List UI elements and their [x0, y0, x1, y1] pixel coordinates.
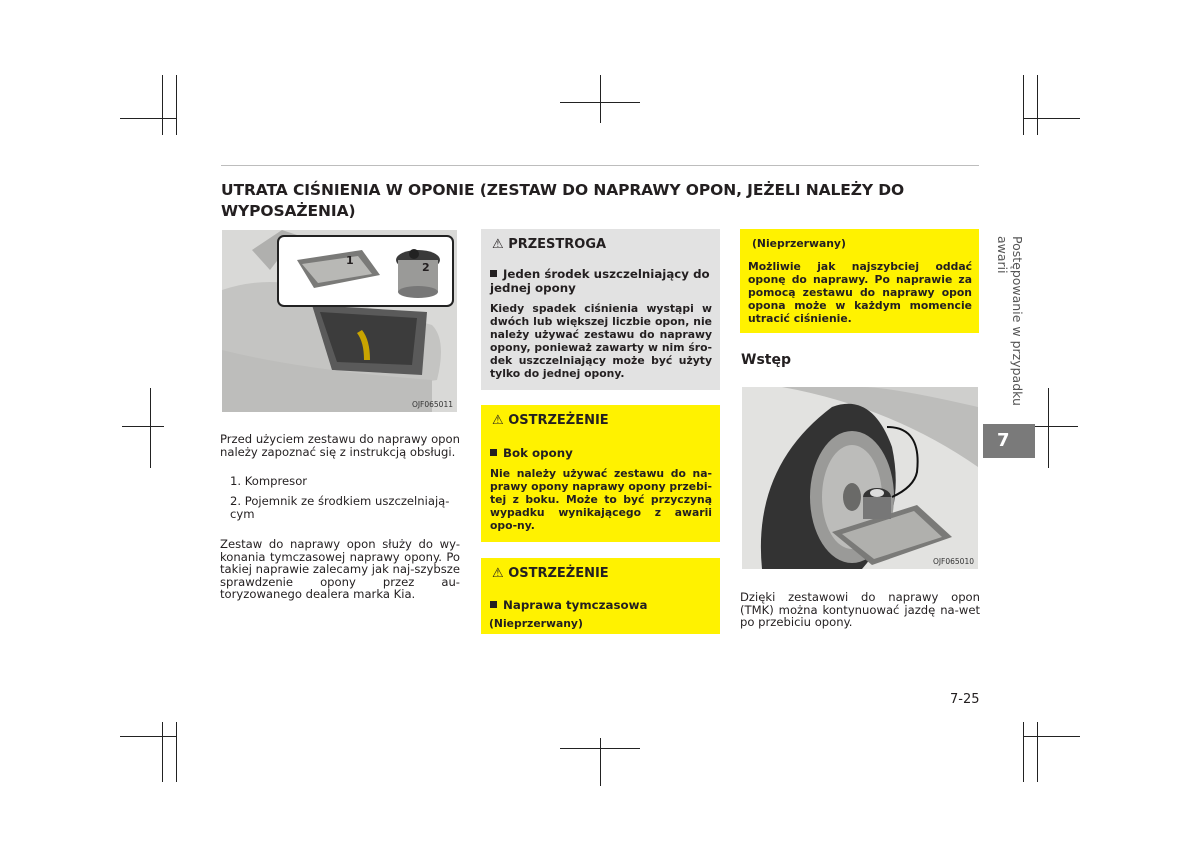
crop-mark — [1037, 722, 1038, 782]
caution-subheading: Jeden środek uszczelniający do jednej opony — [490, 267, 710, 295]
caution-text: Kiedy spadek ciśnienia wystąpi w dwóch lub większej liczbie opon, nie należy używać zestawu do naprawy opony, ponieważ zawarty w nim śro-dek uszczelniający może być użyty tylko do jednej opony. — [490, 302, 712, 380]
warning-text: Nie należy używać zestawu do na-prawy opony naprawy opony przebi-tej z boku. Może to być przyczyną wypadku wynikającego z awarii opo-ny. — [490, 467, 712, 532]
square-bullet-icon — [490, 270, 497, 277]
warning-triangle-icon: ⚠ — [492, 237, 504, 252]
square-bullet-icon — [490, 449, 497, 456]
warning-text: Możliwie jak najszybciej oddać oponę do naprawy. Po naprawie za pomocą zestawu do naprawy opon opona może w każdym momencie utracić ciśnienie. — [748, 260, 972, 325]
warning-continued-box — [740, 229, 979, 333]
crop-mark — [560, 102, 640, 103]
crop-mark — [162, 75, 163, 135]
crop-mark — [600, 738, 601, 786]
figure-code: OJF065010 — [932, 557, 974, 566]
body-paragraph: Zestaw do naprawy opon służy do wy-konania tymczasowej naprawy opony. Po takiej naprawie zalecamy jak naj-szybsze sprawdzenie opony przez au-toryzowanego dealera marka Kia. — [220, 537, 460, 601]
figure-callout: 1 — [346, 254, 354, 267]
crop-mark — [162, 722, 163, 782]
crop-mark — [120, 118, 176, 119]
crop-mark — [560, 748, 640, 749]
warning-subheading: Bok opony — [490, 447, 714, 461]
crop-mark — [1037, 75, 1038, 135]
car-trunk-illustration — [222, 230, 457, 412]
crop-mark — [1048, 388, 1049, 468]
caution-heading: ⚠ PRZESTROGA — [492, 237, 607, 252]
crop-mark — [150, 388, 151, 468]
warning-box-2 — [481, 558, 720, 634]
chapter-tab: 7 — [983, 424, 1035, 458]
crop-mark — [176, 75, 177, 135]
figure-code: OJF065011 — [411, 400, 453, 409]
crop-mark — [1023, 722, 1024, 782]
crop-mark — [1023, 736, 1080, 737]
crop-mark — [1023, 75, 1024, 135]
figure-compressor-tire — [742, 387, 978, 569]
figure-trunk-kit — [222, 230, 457, 412]
body-paragraph: Dzięki zestawowi do naprawy opon (TMK) można kontynuować jazdę na-wet po przebiciu opony. — [740, 590, 980, 629]
tire-compressor-illustration — [742, 387, 978, 569]
warning-triangle-icon: ⚠ — [492, 413, 504, 428]
warning-heading: ⚠ OSTRZEŻENIE — [492, 413, 609, 428]
crop-mark — [122, 426, 164, 427]
warning-subheading: Naprawa tymczasowa — [490, 599, 714, 613]
caution-box — [481, 229, 720, 390]
square-bullet-icon — [490, 601, 497, 608]
crop-mark — [600, 75, 601, 123]
continued-label: (Nieprzerwany) — [752, 237, 846, 250]
page-title: UTRATA CIŚNIENIA W OPONIE (ZESTAW DO NAPRAWY OPON, JEŻELI NALEŻY DO WYPOSAŻENIA) — [221, 181, 905, 220]
header-rule — [221, 165, 979, 166]
figure-callout: 2 — [422, 261, 430, 274]
chapter-side-label: Postępowanie w przypadku awarii — [995, 236, 1025, 406]
crop-mark — [1035, 426, 1078, 427]
crop-mark — [1023, 118, 1080, 119]
list-item: 1. Kompresor — [230, 474, 308, 488]
warning-triangle-icon: ⚠ — [492, 566, 504, 581]
intro-paragraph: Przed użyciem zestawu do naprawy opon należy zapoznać się z instrukcją obsługi. — [220, 432, 460, 459]
crop-mark — [120, 736, 176, 737]
crop-mark — [176, 722, 177, 782]
warning-heading: ⚠ OSTRZEŻENIE — [492, 566, 609, 581]
continued-label: (Nieprzerwany) — [489, 617, 583, 630]
warning-box — [481, 405, 720, 542]
page-number: 7-25 — [950, 692, 980, 707]
section-heading: Wstęp — [741, 352, 791, 368]
list-item: 2. Pojemnik ze środkiem uszczelniają-cym — [230, 494, 450, 521]
